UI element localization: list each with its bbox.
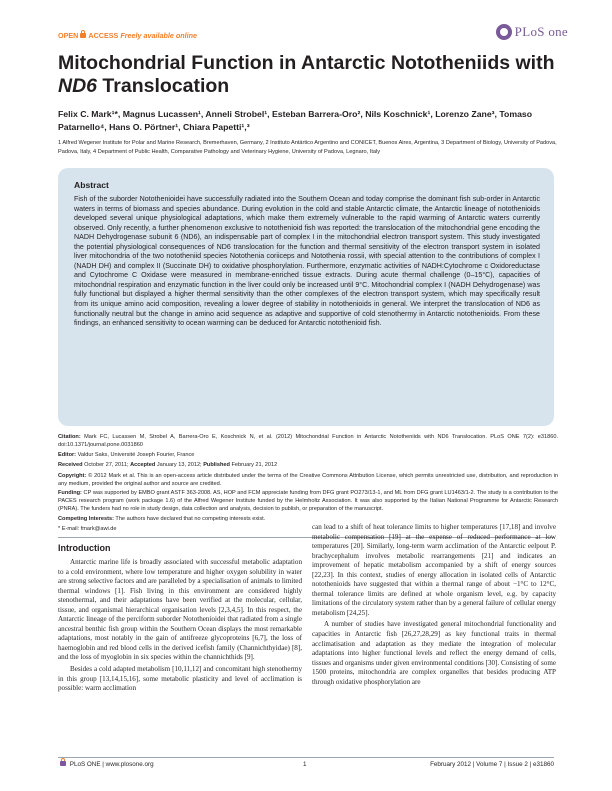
open-lock-icon bbox=[80, 33, 86, 38]
abstract-heading: Abstract bbox=[74, 180, 109, 190]
abstract-text: Fish of the suborder Notothenioidei have successfully radiated into the Southern Ocean and today comprise the dominant fish sub-order in Antarctic waters in terms of biomass and species abundance. During evolution in the cold and stable Antarctic climate, the Antarctic lineage of notothenioids developed several unique physiological adaptations, which make them extremely vulnerable to the rapid warming of Antarctic waters currently observed. Only recently, a further phenomenon exclusive to notothenioid fish was reported: the translocation of the mitochondrial gene encoding the NADH Dehydrogenase subunit 6 (ND6), an indispensable part of complex I in the mitochondrial electron transport system. This study investigated the potential physiological consequences of ND6 translocation for the function and thermal sensitivity of the electron transport system in isolated liver mitochondria of the two nototheniid species Notothenia coriiceps and Notothenia rossii, with special attention to the contributions of complex I (NADH DH) and complex II (Succinate DH) to oxidative phosphorylation. Furthermore, enzymatic activities of NADH:Cytochrome c Oxidoreductase and Cytochrome C Oxidase were measured in membrane-enriched tissue extracts. During acute thermal challenge (0–15°C), capacities of mitochondrial respiration and enzymatic function in the liver could only be increased until 9°C. Mitochondrial complex I (NADH Dehydrogenase) was fully functional but displayed a higher thermal sensitivity than the other complexes of the electron transport system, which may specifically result from its unique amino acid composition, revealing a lower degree of stability in notothenioids in general. We interpret the translocation of ND6 as functionally neutral but the change in amino acid sequence as adaptive and supportive of cold stenothermy in Antarctic notothenioids. From these findings, an enhanced sensitivity to ocean warming can be deduced for Antarctic notothenioid fish. bbox=[74, 195, 540, 328]
intro-paragraph-1: Antarctic marine life is broadly associated with successful metabolic adaptation to a cold environment, where low temperature and higher oxygen solubility in water are strong selective factors and are paralleled by a specialisation of animals to limited thermal windows [1]. Fish living in this environment are considered highly stenothermal, and their adaptations have been verified at the molecular, cellular, tissue, and organismal hierarchical organisation levels [2,3,4,5]. In this respect, the Antarctic lineage of the perciform suborder Notothenioidei that radiated from a single ancestral benthic fish group within the Southern Ocean displays the most remarkable adaptations, most notably in the gain of antifreeze glycoproteins [6,7], the loss of haemoglobin and red blood cells in the derived icefish family (Channichthyidae) [8], and the loss of myoglobin in six species within the channichthids [9]. bbox=[58, 558, 302, 662]
plos-logo-icon bbox=[496, 24, 512, 40]
article-title bbox=[58, 52, 558, 98]
copyright-text: © 2012 Mark et al. This is an open-access article distributed under the terms of the Creative Commons Attribution License, which permits unrestricted use, distribution, and reproduction in any medium, provided the original author and source are credited. bbox=[58, 473, 558, 487]
intro-paragraph-4: A number of studies have investigated general mitochondrial functionality and capacities in Antarctic fish [26,27,28,29] as key functional traits in thermal acclimatisation and adaptation as they mediate the integration of molecular adaptations into higher functional levels and reflect the energy demand of cells, tissues and organisms under given environmental conditions [30]. Consisting of some 1500 proteins, mitochondria are complex organelles that besides producing ATP through oxidative phosphorylation are bbox=[312, 620, 556, 686]
right-column bbox=[312, 523, 556, 687]
intro-paragraph-3: can lead to a shift of heat tolerance limits to higher temperatures [17,18] and involve metabolic compensation [19] at the expense of reduced performance at low temperatures [20]. Similarly, long-term warm acclimation of the Antarctic eelpout P. brachycephalum involves metabolic rearrangements [21] and indicates an improvement of hepatic metabolism accompanied by a shift of energy sources [22,23]. In this context, studies of energy allocation in isolated cells of Antarctic notothenioids have suggested that within a thermal range of about −1°C to 12°C, thermal tolerance limits are defined at whole organism level, e.g. by capacity limitations of the circulatory system rather than by a general failure of cellular energy metabolism [24,25]. bbox=[312, 523, 556, 617]
title-line-1: Mitochondrial Function in Antarctic Nototheniids with bbox=[58, 52, 555, 74]
intro-paragraph-2: Besides a cold adapted metabolism [10,11,12] and concomitant high stenothermy in this group [13,14,15,16], some metabolic plasticity and level of acclimation is possible: warm acclimation bbox=[58, 665, 302, 693]
journal-logo bbox=[496, 24, 568, 40]
footer-page-number: 1 bbox=[303, 761, 307, 768]
citation-label: Citation: bbox=[58, 434, 81, 440]
competing-label: Competing Interests: bbox=[58, 516, 114, 522]
footer-journal-text: PLoS ONE | www.plosone.org bbox=[69, 761, 154, 768]
left-column bbox=[58, 558, 302, 694]
title-line-2: Translocation bbox=[97, 75, 230, 97]
editor-block bbox=[58, 452, 558, 460]
copyright-block bbox=[58, 473, 558, 489]
competing-text: The authors have declared that no competing interests exist. bbox=[115, 516, 266, 522]
dates-block bbox=[58, 462, 558, 470]
received-date: October 27, 2011; bbox=[84, 462, 129, 468]
title-gene: ND6 bbox=[58, 75, 98, 97]
open-access-banner bbox=[58, 31, 197, 40]
access-label: ACCESS bbox=[88, 31, 119, 40]
footer-rule bbox=[58, 757, 554, 758]
funding-label: Funding: bbox=[58, 490, 82, 496]
journal-logo-text: PLoS one bbox=[514, 24, 568, 39]
affiliations: 1 Alfred Wegener Institute for Polar and Marine Research, Bremerhaven, Germany, 2 Instituto Antártico Argentino and CONICET, Buenos Aires, Argentina, 3 Department of Biology, University of Padova, Padova, Italy, 4 Department of Public Health, Comparative Pathology and Veterinary Hygiene, University of Padova, Legnaro, Italy bbox=[58, 140, 557, 155]
open-label: OPEN bbox=[58, 31, 79, 40]
citation-text: Mark FC, Lucassen M, Strobel A, Barrera-Oro E, Koschnick N, et al. (2012) Mitochondrial Function in Antarctic Nototheniids with ND6 Translocation. PLoS ONE 7(2): e31860. doi:10.1371/journal.pone.0031860 bbox=[58, 434, 558, 448]
funding-text: CP was supported by EMBO grant ASTF 363-2008. AS, HOP and FCM appreciate funding from DFG grant PO273/13-1, and ML from DFG grant LU1463/1-2. The study is a contribution to the PACES research program (work package 1.6) of the Alfred Wegener Institute funded by the Helmholtz Association. It was also supported by the Italian National Programme for Antarctic Research (PNRA). The funders had no role in study design, data collection and analysis, decision to publish, or preparation of the manuscript. bbox=[58, 490, 558, 512]
email-text: * E-mail: fmark@awi.de bbox=[58, 526, 117, 532]
footer-issue: February 2012 | Volume 7 | Issue 2 | e31860 bbox=[430, 761, 554, 768]
copyright-label: Copyright: bbox=[58, 473, 87, 479]
introduction-heading: Introduction bbox=[58, 543, 111, 553]
freely-available-label: Freely available online bbox=[120, 31, 198, 40]
citation-block bbox=[58, 434, 558, 450]
accepted-label: Accepted bbox=[130, 462, 156, 468]
funding-block bbox=[58, 490, 558, 513]
footer-logo-icon bbox=[60, 761, 66, 766]
footer-journal bbox=[58, 761, 154, 768]
published-label: Published bbox=[203, 462, 230, 468]
editor-label: Editor: bbox=[58, 452, 77, 458]
published-date: February 21, 2012 bbox=[231, 462, 278, 468]
editor-text: Valdur Saks, Université Joseph Fourier, France bbox=[77, 452, 195, 458]
author-list: Felix C. Mark¹*, Magnus Lucassen¹, Anneli Strobel¹, Esteban Barrera-Oro², Nils Koschnick¹, Lorenzo Zane³, Tomaso Patarnello⁴, Hans O. Pörtner¹, Chiara Papetti¹,³ bbox=[58, 109, 533, 132]
received-label: Received bbox=[58, 462, 83, 468]
accepted-date: January 13, 2012; bbox=[156, 462, 202, 468]
